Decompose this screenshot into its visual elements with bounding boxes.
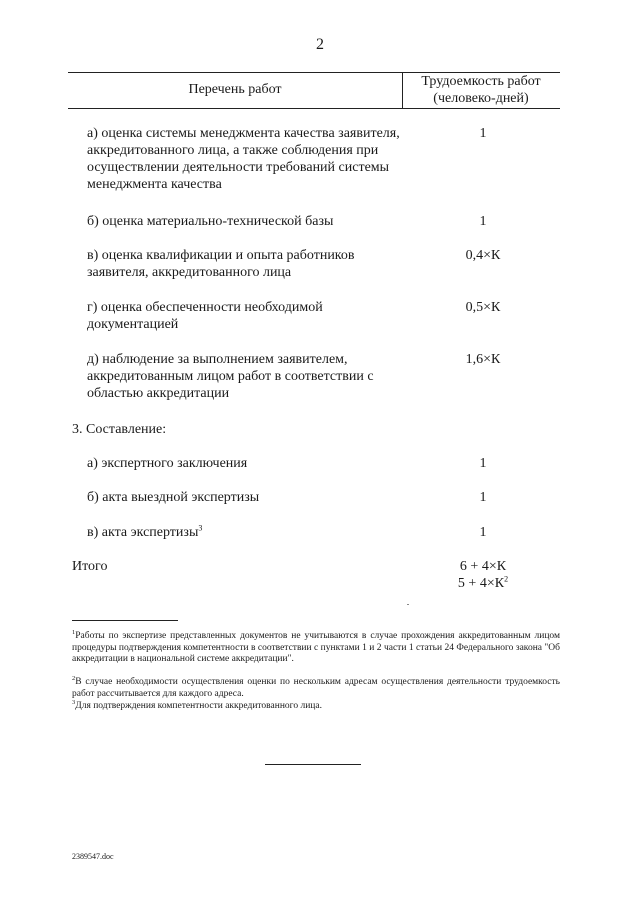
- end-rule: [265, 764, 361, 765]
- row-text: б) оценка материально-технической базы: [87, 214, 334, 229]
- footnote: [72, 674, 560, 700]
- total-label: Итого: [72, 559, 108, 574]
- total-values: [404, 558, 562, 592]
- footnote-text: Работы по экспертизе представленных документов не учитываются в случае прохождения аккредитованным лицом процедуры подтверждения компетентности в соответствии с пунктами 1 и 2 части 1 статьи 24 Федерального закона "Об аккредитации в национальной системе аккредитации".: [72, 631, 560, 664]
- header-col-works: Перечень работ: [188, 82, 282, 97]
- row-text: а) оценка системы менеджмента качества заявителя, аккредитованного лица, а также соблюдения при осуществлении деятельности требований системы менеджмента качества: [87, 126, 400, 192]
- total-value-2-main: 5 + 4×К: [457, 576, 505, 591]
- document-id: 2389547.doc: [72, 852, 114, 861]
- total-value-2: [404, 575, 562, 592]
- footnote: [72, 628, 560, 666]
- row-value: 1,6×К: [465, 352, 501, 367]
- row-value: 1: [479, 456, 487, 471]
- page-number: 2: [316, 36, 324, 53]
- header-col-labor-line1: Трудоемкость работ: [421, 74, 541, 89]
- row-value: 0,5×К: [465, 300, 501, 315]
- row-value: 1: [479, 490, 487, 505]
- row-text-main: в) акта экспертизы: [87, 525, 199, 540]
- row-value: 1: [479, 126, 487, 141]
- row-text: в) оценка квалификации и опыта работников заявителя, аккредитованного лица: [87, 248, 355, 280]
- row-text: а) экспертного заключения: [87, 456, 248, 471]
- footnote-ref: 3: [198, 523, 203, 533]
- row-value: 1: [479, 525, 487, 540]
- footnote-mark: 3: [72, 698, 76, 706]
- footnote-ref: 2: [504, 574, 509, 584]
- section-title: 3. Составление:: [72, 422, 167, 437]
- header-col-labor-line2: (человеко-дней): [433, 91, 529, 106]
- stray-mark: [407, 604, 409, 605]
- row-text: г) оценка обеспеченности необходимой документацией: [87, 300, 323, 332]
- row-text: б) акта выездной экспертизы: [87, 490, 260, 505]
- footnote-text: В случае необходимости осуществления оценки по нескольким адресам осуществления деятельности трудоемкость работ рассчитывается для каждого адреса.: [72, 677, 560, 699]
- footnote-text: Для подтверждения компетентности аккредитованного лица.: [75, 701, 322, 711]
- footnote-mark: 1: [72, 628, 76, 636]
- table-header-bottom-rule: [68, 108, 560, 109]
- header-col-labor: [402, 73, 560, 107]
- row-text: д) наблюдение за выполнением заявителем, аккредитованным лицом работ в соответствии с областью аккредитации: [87, 352, 374, 401]
- footnote-mark: 2: [72, 674, 76, 682]
- row-text: [87, 524, 407, 541]
- footnote: [72, 698, 560, 713]
- footnote-rule: [72, 620, 178, 621]
- row-value: 1: [479, 214, 487, 229]
- row-value: 0,4×К: [465, 248, 501, 263]
- total-value-1: 6 + 4×К: [459, 559, 507, 574]
